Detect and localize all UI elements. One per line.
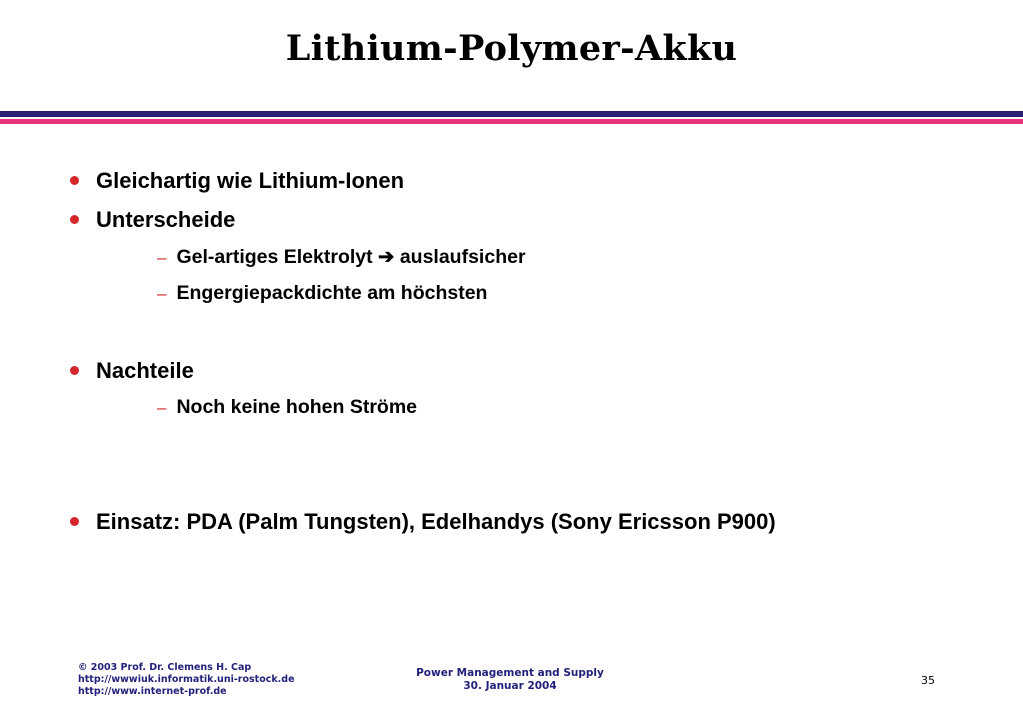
footer-date: 30. Januar 2004 (463, 680, 557, 692)
bullet-item-nachteile (70, 358, 194, 384)
page-number: 35 (921, 674, 935, 687)
bullet-dot-icon (70, 517, 79, 526)
sub-item-elektrolyt (157, 245, 526, 269)
slide-title: Lithium-Polymer-Akku (285, 28, 738, 69)
bullet-item-gleichartig (70, 168, 404, 194)
footer-credits (78, 662, 295, 698)
sub-item-text: Engergiepackdichte am höchsten (176, 282, 488, 304)
bullet-text: Unterscheide (96, 207, 236, 232)
footer-copyright: © 2003 Prof. Dr. Clemens H. Cap (78, 662, 252, 673)
bullet-text: Einsatz: PDA (Palm Tungsten), Edelhandys (Sony Ericsson P900) (96, 509, 776, 534)
bullet-item-einsatz (70, 509, 776, 535)
dash-icon: – (157, 398, 167, 417)
footer-url-1: http://wwwiuk.informatik.uni-rostock.de (78, 674, 295, 685)
footer-course: Power Management and Supply (416, 667, 604, 679)
sub-item-text: Gel-artiges Elektrolyt (176, 246, 373, 268)
dash-icon: – (157, 248, 167, 267)
footer-url-2: http://www.internet-prof.de (78, 686, 227, 697)
sub-item-stroeme (157, 396, 417, 419)
sub-item-text-suffix: auslaufsicher (399, 246, 526, 268)
sub-item-packdichte (157, 282, 487, 305)
bullet-dot-icon (70, 215, 79, 224)
bullet-text: Nachteile (96, 358, 194, 383)
bullet-item-unterscheide (70, 207, 235, 233)
bullet-dot-icon (70, 366, 79, 375)
bullet-dot-icon (70, 176, 79, 185)
bullet-text: Gleichartig wie Lithium-Ionen (96, 168, 405, 193)
dash-icon: – (157, 284, 167, 303)
sub-item-text: Noch keine hohen Ströme (176, 396, 418, 418)
right-arrow-icon: ➔ (378, 246, 395, 268)
footer-course-info (330, 667, 690, 693)
